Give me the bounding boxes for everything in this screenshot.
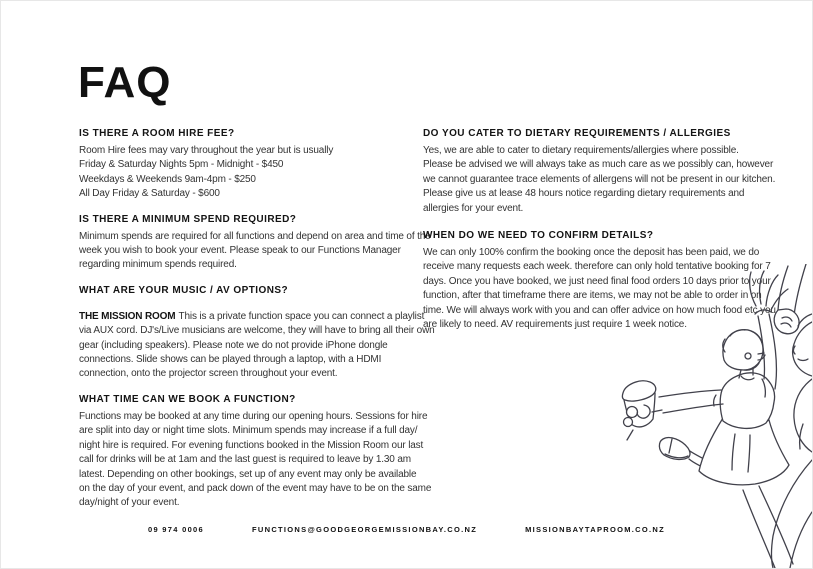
body-line: Room Hire fees may vary throughout the year but is usually <box>79 145 334 156</box>
page-title: FAQ <box>78 58 172 107</box>
body-line: Weekdays & Weekends 9am-4pm - $250 <box>79 173 256 185</box>
body-line: connection, onto the projector screen throughout your event. <box>79 368 338 380</box>
body-line: Minimum spends are required for all functions and depend on area and time of the <box>79 230 431 242</box>
section-heading: WHEN DO WE NEED TO CONFIRM DETAILS? <box>423 230 654 242</box>
body-line: We can only 100% confirm the booking once the deposit has been paid, we do <box>423 247 760 259</box>
body-line: day/night of your event. <box>79 497 180 509</box>
body-line: week you wish to book your event. Please speak to our Functions Manager <box>79 245 401 257</box>
body-line: days. Once you have booked, we just need final food orders 10 days prior to your <box>423 275 771 287</box>
body-line: via AUX cord. DJ's/Live musicians are welcome, they will have to bring all their own <box>79 325 435 337</box>
website-url: MISSIONBAYTAPROOM.CO.NZ <box>525 525 666 534</box>
body-line: Functions may be booked at any time during our opening hours. Sessions for hire <box>79 410 428 422</box>
body-line: Please give us at lease 48 hours notice regarding dietary requirements and <box>423 188 745 200</box>
section-heading: IS THERE A MINIMUM SPEND REQUIRED? <box>79 213 297 225</box>
section-booking-times <box>79 393 432 511</box>
section-minimum-spend <box>79 213 431 273</box>
body-line: call for drinks will be at 1am and the last guest is required to leave by 1.30 am <box>79 454 411 466</box>
section-heading: DO YOU CATER TO DIETARY REQUIREMENTS / ALLERGIES <box>423 128 731 139</box>
section-dietary <box>423 128 795 216</box>
body-line: allergies for your event. <box>423 202 524 214</box>
body-line: gear (including speakers). Please note we do not provide iPhone dongle <box>79 339 388 351</box>
jumping-person-high-five-drawing <box>592 264 812 568</box>
body-line: night hire is required. For evening functions booked in the Mission Room our last <box>79 439 424 451</box>
section-music-av <box>79 284 435 382</box>
body-line <box>79 310 424 324</box>
body-line: Friday & Saturday Nights 5pm - Midnight - $450 <box>79 159 284 171</box>
body-line: All Day Friday & Saturday - $600 <box>79 188 220 200</box>
body-line: are split into day or night time slots. Minimum spends may increase if a full day/ <box>79 425 418 437</box>
body-line: on the day of your event, and pack down of the event may have to be on the same <box>79 482 432 494</box>
body-line-text: This is a private function space you can connect a playlist <box>178 310 425 322</box>
body-line: function, after that timeframe there are items, we may not be able to order in on <box>423 290 762 302</box>
body-line: Yes, we are able to cater to dietary requirements/allergies where possible. <box>423 145 739 156</box>
section-heading: IS THERE A ROOM HIRE FEE? <box>79 128 235 139</box>
body-line: latest. Depending on other bookings, set up of any event may only be available <box>79 468 417 480</box>
phone-number: 09 974 0006 <box>147 525 204 534</box>
body-line: connections. Slide shows can be played through a laptop, with a HDMI <box>79 354 382 366</box>
section-heading: WHAT TIME CAN WE BOOK A FUNCTION? <box>79 393 296 405</box>
section-body <box>79 310 435 382</box>
body-line: are likely to need. AV requirements just require 1 week notice. <box>423 319 687 331</box>
body-line: regarding minimum spends required. <box>79 259 237 271</box>
email-address: FUNCTIONS@GOODGEORGEMISSIONBAY.CO.NZ <box>252 525 478 534</box>
section-heading: WHAT ARE YOUR MUSIC / AV OPTIONS? <box>79 284 289 296</box>
body-line: Please be advised we will always take as much care as we possibly can, however <box>423 159 774 171</box>
body-line: time. We will always work with you and can offer advice on how much food etc you <box>423 304 776 316</box>
left-column <box>79 128 435 523</box>
body-lead: THE MISSION ROOM <box>79 310 176 322</box>
body-line: we cannot guarantee trace elements of allergens will not be present in our kitchen. <box>423 173 776 185</box>
footer <box>1 525 812 534</box>
cheers-illustration <box>592 264 812 568</box>
body-line: receive many requests each week. therefore can only hold tentative booking for 7 <box>423 261 771 273</box>
section-room-hire-fee <box>79 128 424 202</box>
